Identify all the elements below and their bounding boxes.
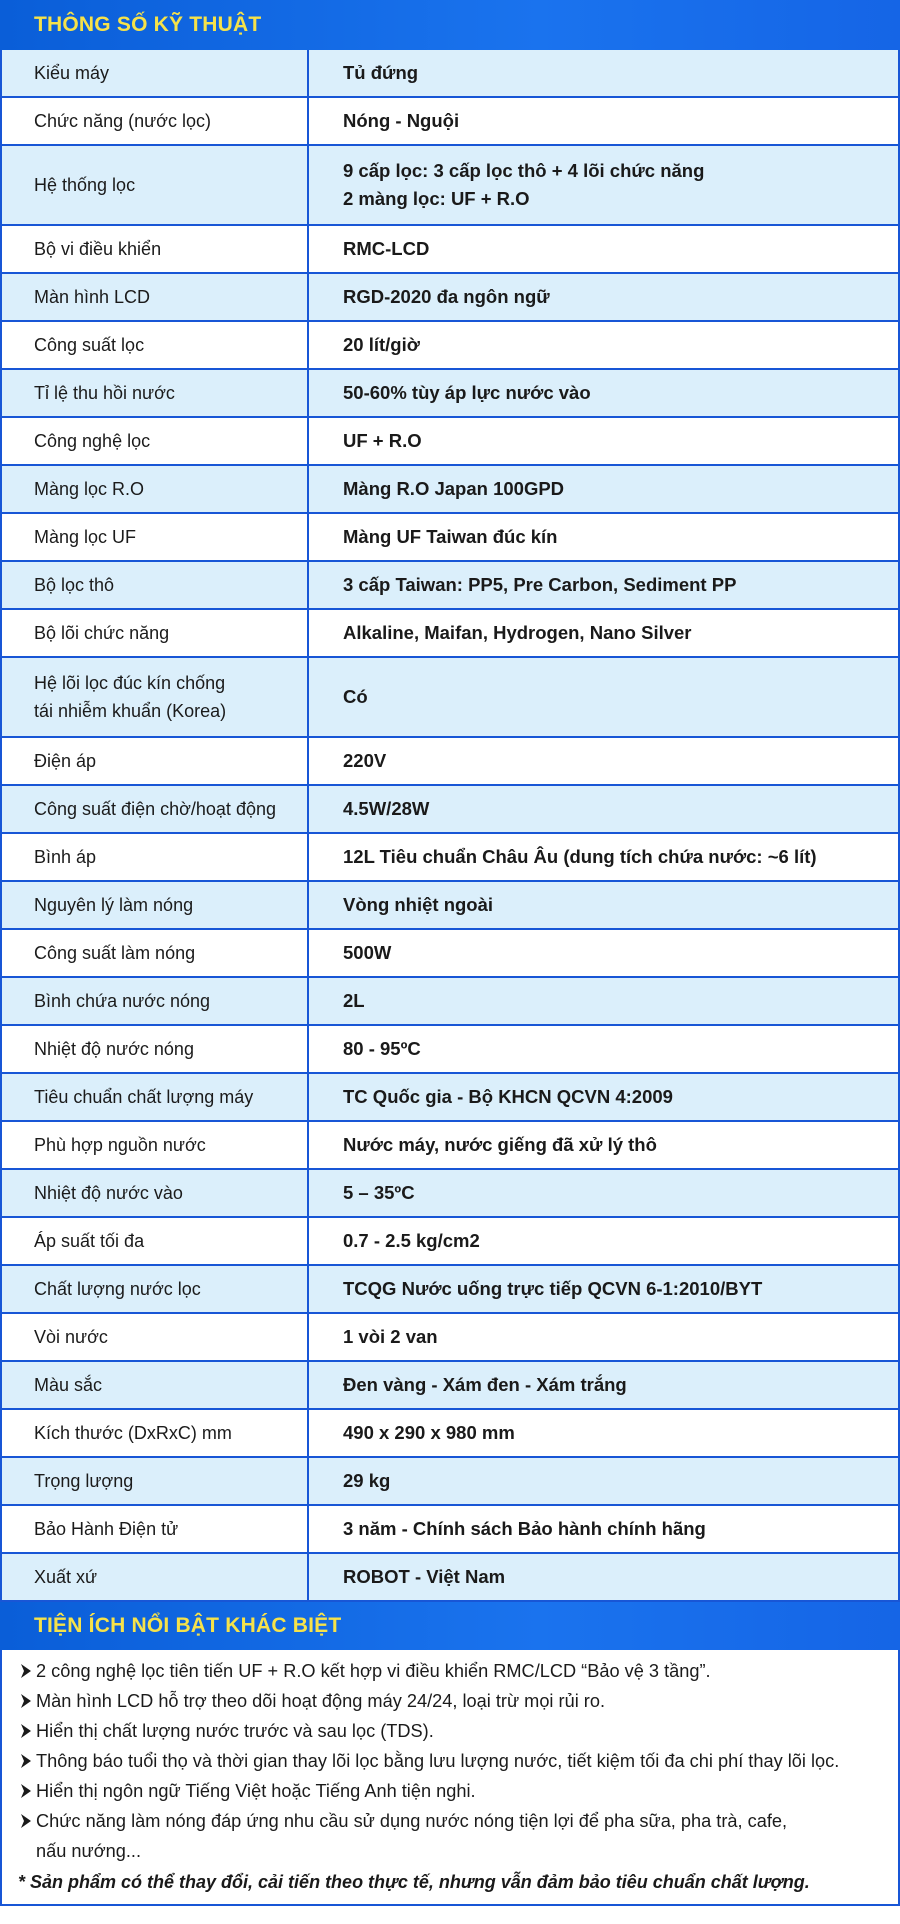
spec-value: 20 lít/giờ [343,334,420,355]
benefit-text: Chức năng làm nóng đáp ứng nhu cầu sử dụng nước nóng tiện lợi để pha sữa, pha trà, cafe, nấu nướng... [36,1811,788,1861]
spec-value: RGD-2020 đa ngôn ngữ [343,286,550,307]
spec-row [2,1170,898,1218]
spec-value: 500W [343,942,392,963]
spec-value: 2L [343,990,365,1011]
spec-label: Kiểu máy [2,50,309,96]
spec-label: Bộ lọc thô [2,562,309,608]
spec-label: Tiêu chuẩn chất lượng máy [2,1074,309,1120]
spec-label: Hệ thống lọc [2,146,309,224]
spec-row [2,466,898,514]
spec-row [2,882,898,930]
spec-value: Đen vàng - Xám đen - Xám trắng [343,1374,627,1395]
spec-row [2,50,898,98]
spec-value: 80 - 95ºC [343,1038,421,1059]
spec-label: Bình chứa nước nóng [2,978,309,1024]
spec-row [2,1026,898,1074]
spec-row [2,1362,898,1410]
spec-label: Nhiệt độ nước vào [2,1170,309,1216]
spec-value: Nóng - Nguội [343,110,460,131]
benefit-text: 2 công nghệ lọc tiên tiến UF + R.O kết hợp vi điều khiển RMC/LCD “Bảo vệ 3 tầng”. [36,1661,711,1681]
benefit-list [0,1650,900,1906]
spec-row [2,1458,898,1506]
spec-value: UF + R.O [343,430,422,451]
chevron-right-icon [16,1746,36,1768]
spec-value: RMC-LCD [343,238,430,259]
spec-value: Màng UF Taiwan đúc kín [343,526,558,547]
chevron-right-icon [16,1686,36,1708]
spec-label: Áp suất tối đa [2,1218,309,1264]
spec-row [2,322,898,370]
disclaimer-note: * Sản phẩm có thể thay đổi, cải tiến theo thực tế, nhưng vẫn đảm bảo tiêu chuẩn chất lượng. [18,1872,810,1892]
spec-value: 490 x 290 x 980 mm [343,1422,515,1443]
spec-row [2,1074,898,1122]
spec-label: Công suất lọc [2,322,309,368]
spec-table [0,50,900,1602]
spec-label: Màng lọc R.O [2,466,309,512]
spec-label: Chất lượng nước lọc [2,1266,309,1312]
spec-row [2,146,898,226]
spec-row [2,1554,898,1602]
spec-row [2,274,898,322]
spec-row [2,1410,898,1458]
spec-section-title: THÔNG SỐ KỸ THUẬT [0,0,900,50]
benefit-text: Hiển thị chất lượng nước trước và sau lọc (TDS). [36,1721,434,1741]
spec-row [2,1506,898,1554]
benefit-text: Màn hình LCD hỗ trợ theo dõi hoạt động máy 24/24, loại trừ mọi rủi ro. [36,1691,606,1711]
spec-label: Màu sắc [2,1362,309,1408]
spec-label: Hệ lõi lọc đúc kín chống tái nhiễm khuẩn (Korea) [2,658,309,736]
spec-row [2,418,898,466]
spec-row [2,658,898,738]
spec-label: Công nghệ lọc [2,418,309,464]
spec-value: 5 – 35ºC [343,1182,415,1203]
spec-label: Công suất làm nóng [2,930,309,976]
spec-label: Vòi nước [2,1314,309,1360]
spec-row [2,786,898,834]
spec-row [2,610,898,658]
spec-value: 220V [343,750,387,771]
spec-value: Tủ đứng [343,62,419,83]
benefit-item [16,1806,888,1866]
benefit-item [16,1656,888,1686]
spec-value: TCQG Nước uống trực tiếp QCVN 6-1:2010/BYT [343,1278,763,1299]
spec-label: Màng lọc UF [2,514,309,560]
spec-label: Nhiệt độ nước nóng [2,1026,309,1072]
spec-row [2,1122,898,1170]
spec-label: Bình áp [2,834,309,880]
spec-label: Màn hình LCD [2,274,309,320]
spec-label: Bộ vi điều khiển [2,226,309,272]
spec-label: Nguyên lý làm nóng [2,882,309,928]
spec-value: 3 cấp Taiwan: PP5, Pre Carbon, Sediment PP [343,574,737,595]
spec-value: Vòng nhiệt ngoài [343,894,494,915]
benefit-item [16,1686,888,1716]
benefit-item [16,1776,888,1806]
spec-value: Màng R.O Japan 100GPD [343,478,565,499]
spec-row [2,1314,898,1362]
spec-value: 4.5W/28W [343,798,430,819]
spec-value: 3 năm - Chính sách Bảo hành chính hãng [343,1518,706,1539]
benefit-text: Hiển thị ngôn ngữ Tiếng Việt hoặc Tiếng Anh tiện nghi. [36,1781,476,1801]
chevron-right-icon [16,1806,36,1828]
benefit-text: Thông báo tuổi thọ và thời gian thay lõi lọc bằng lưu lượng nước, tiết kiệm tối đa chi phí thay lõi lọc. [36,1751,840,1771]
spec-row [2,562,898,610]
spec-value: 50-60% tùy áp lực nước vào [343,382,591,403]
spec-value: TC Quốc gia - Bộ KHCN QCVN 4:2009 [343,1086,673,1107]
benefit-section-title: TIỆN ÍCH NỔI BẬT KHÁC BIỆT [0,1602,900,1650]
spec-row [2,1218,898,1266]
spec-row [2,226,898,274]
spec-label: Xuất xứ [2,1554,309,1600]
spec-row [2,98,898,146]
chevron-right-icon [16,1656,36,1678]
spec-label: Kích thước (DxRxC) mm [2,1410,309,1456]
spec-row [2,514,898,562]
spec-label: Tỉ lệ thu hồi nước [2,370,309,416]
spec-row [2,930,898,978]
spec-value: 1 vòi 2 van [343,1326,438,1347]
spec-label: Điện áp [2,738,309,784]
spec-row [2,738,898,786]
spec-row [2,834,898,882]
benefit-item [16,1716,888,1746]
spec-label: Bảo Hành Điện tử [2,1506,309,1552]
spec-value: Alkaline, Maifan, Hydrogen, Nano Silver [343,622,692,643]
spec-value: Có [343,686,368,707]
benefit-item [16,1746,888,1776]
spec-label: Bộ lõi chức năng [2,610,309,656]
spec-label: Chức năng (nước lọc) [2,98,309,144]
spec-value: ROBOT - Việt Nam [343,1566,506,1587]
spec-value: 0.7 - 2.5 kg/cm2 [343,1230,480,1251]
spec-row [2,370,898,418]
spec-row [2,1266,898,1314]
spec-label: Trọng lượng [2,1458,309,1504]
spec-value: Nước máy, nước giếng đã xử lý thô [343,1134,657,1155]
spec-value: 12L Tiêu chuẩn Châu Âu (dung tích chứa nước: ~6 lít) [343,846,817,867]
chevron-right-icon [16,1776,36,1798]
chevron-right-icon [16,1716,36,1738]
spec-label: Phù hợp nguồn nước [2,1122,309,1168]
spec-value: 29 kg [343,1470,391,1491]
spec-label: Công suất điện chờ/hoạt động [2,786,309,832]
spec-row [2,978,898,1026]
spec-value: 9 cấp lọc: 3 cấp lọc thô + 4 lõi chức năng 2 màng lọc: UF + R.O [343,160,705,209]
